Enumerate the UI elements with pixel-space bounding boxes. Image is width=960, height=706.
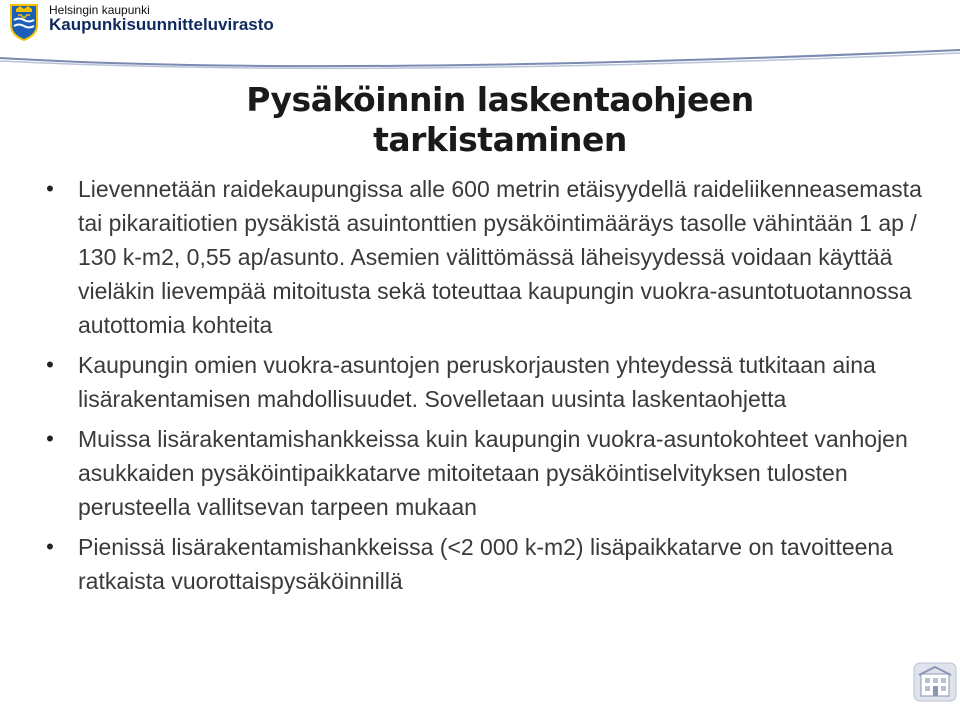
header-swoosh-divider (0, 44, 960, 70)
org-name-department: Kaupunkisuunnitteluvirasto (49, 15, 274, 34)
bullet-dot-icon: • (46, 176, 54, 201)
slide-title-line-1: Pysäköinnin laskentaohjeen (246, 80, 754, 119)
org-name-city: Helsingin kaupunki (49, 3, 150, 17)
city-building-logo-icon (913, 662, 957, 702)
bullet-dot-icon: • (46, 426, 54, 451)
bullet-dot-icon: • (46, 352, 54, 377)
header-bar (0, 0, 960, 60)
slide-title (130, 80, 870, 160)
bullet-item (40, 172, 945, 342)
bullet-item (40, 348, 945, 416)
slide-title-line-2: tarkistaminen (373, 120, 627, 159)
bullet-text: Lievennetään raidekaupungissa alle 600 metrin etäisyydellä raideliikenneasemasta tai pikaraitiotien pysäkistä asuintonttien pysäköintimääräys tasolle vähintään 1 ap / 130 k-m2, 0,55 ap/asunto. Asemien välittömässä läheisyydessä voidaan käyttää vieläkin lievempää mitoitusta sekä toteuttaa kaupungin vuokra-asuntotuotannossa autottomia kohteita (78, 176, 922, 338)
bullet-item (40, 530, 945, 598)
bullet-dot-icon: • (46, 534, 54, 559)
bullet-text: Muissa lisärakentamishankkeissa kuin kaupungin vuokra-asuntokohteet vanhojen asukkaiden pysäköintipaikkatarve mitoitetaan pysäköintiselvityksen tulosten perusteella vallitsevan tarpeen mukaan (78, 426, 908, 520)
bullet-list (40, 172, 945, 604)
bullet-item (40, 422, 945, 524)
helsinki-crest-icon (7, 3, 41, 41)
bullet-text: Pienissä lisärakentamishankkeissa (<2 000 k-m2) lisäpaikkatarve on tavoitteena ratkaista vuorottaispysäköinnillä (78, 534, 893, 594)
bullet-text: Kaupungin omien vuokra-asuntojen peruskorjausten yhteydessä tutkitaan aina lisärakentamisen mahdollisuudet. Sovelletaan uusinta laskentaohjetta (78, 352, 876, 412)
